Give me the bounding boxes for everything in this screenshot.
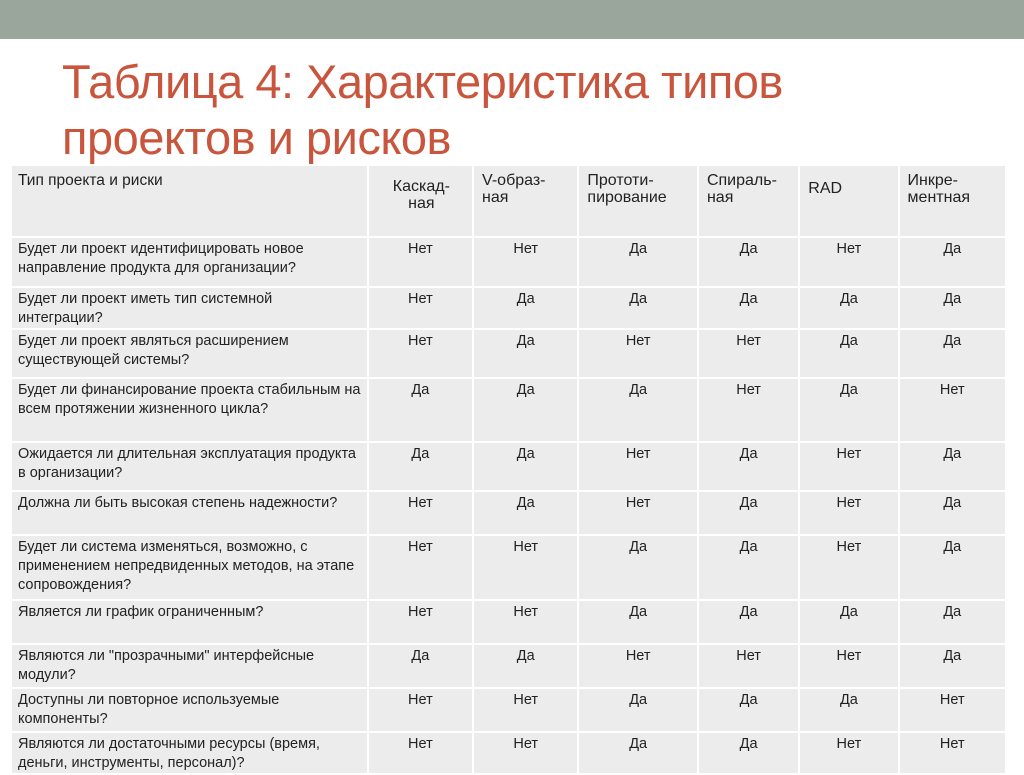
cell-prototyping: Да xyxy=(579,288,697,328)
cell-prototyping: Нет xyxy=(579,443,697,490)
cell-rad: Нет xyxy=(800,645,897,687)
cell-waterfall: Нет xyxy=(369,288,472,328)
column-header-waterfall: Каскад- ная xyxy=(369,166,472,236)
cell-rad: Нет xyxy=(800,238,897,286)
cell-v-model: Да xyxy=(474,492,577,534)
cell-v-model: Нет xyxy=(474,238,577,286)
cell-incremental: Да xyxy=(900,536,1005,599)
cell-rad: Да xyxy=(800,689,897,731)
table-header-row xyxy=(12,166,1005,236)
cell-v-model: Да xyxy=(474,645,577,687)
top-band xyxy=(0,0,1024,39)
cell-rad: Да xyxy=(800,379,897,441)
cell-incremental: Да xyxy=(900,330,1005,377)
row-question: Будет ли финансирование проекта стабильным на всем протяжении жизненного цикла? xyxy=(12,379,367,441)
cell-v-model: Нет xyxy=(474,536,577,599)
cell-spiral: Да xyxy=(699,733,798,773)
cell-prototyping: Да xyxy=(579,536,697,599)
project-risk-table xyxy=(10,164,1007,775)
cell-incremental: Нет xyxy=(900,689,1005,731)
column-header-v-model: V-образ- ная xyxy=(474,166,577,236)
row-question: Будет ли проект иметь тип системной интеграции? xyxy=(12,288,367,328)
cell-waterfall: Да xyxy=(369,443,472,490)
cell-waterfall: Нет xyxy=(369,330,472,377)
cell-spiral: Нет xyxy=(699,379,798,441)
column-header-project-risk-type: Тип проекта и риски xyxy=(12,166,367,236)
cell-prototyping: Да xyxy=(579,238,697,286)
column-header-rad: RAD xyxy=(800,166,897,236)
cell-spiral: Да xyxy=(699,443,798,490)
cell-rad: Да xyxy=(800,288,897,328)
cell-spiral: Да xyxy=(699,601,798,643)
cell-incremental: Нет xyxy=(900,733,1005,773)
cell-v-model: Нет xyxy=(474,689,577,731)
cell-waterfall: Нет xyxy=(369,733,472,773)
cell-rad: Да xyxy=(800,330,897,377)
cell-incremental: Да xyxy=(900,492,1005,534)
cell-waterfall: Да xyxy=(369,645,472,687)
row-question: Являются ли достаточными ресурсы (время, деньги, инструменты, персонал)? xyxy=(12,733,367,773)
table-row xyxy=(12,689,1005,731)
column-header-spiral: Спираль- ная xyxy=(699,166,798,236)
cell-incremental: Да xyxy=(900,645,1005,687)
cell-rad: Нет xyxy=(800,733,897,773)
cell-rad: Нет xyxy=(800,443,897,490)
row-question: Ожидается ли длительная эксплуатация продукта в организации? xyxy=(12,443,367,490)
table-row xyxy=(12,288,1005,328)
cell-spiral: Да xyxy=(699,288,798,328)
row-question: Являются ли "прозрачными" интерфейсные модули? xyxy=(12,645,367,687)
cell-prototyping: Нет xyxy=(579,492,697,534)
row-question: Должна ли быть высокая степень надежности? xyxy=(12,492,367,534)
row-question: Является ли график ограниченным? xyxy=(12,601,367,643)
table-row xyxy=(12,601,1005,643)
cell-prototyping: Нет xyxy=(579,330,697,377)
cell-incremental: Да xyxy=(900,443,1005,490)
cell-v-model: Нет xyxy=(474,733,577,773)
cell-spiral: Нет xyxy=(699,645,798,687)
cell-spiral: Да xyxy=(699,689,798,731)
table-body xyxy=(12,238,1005,773)
cell-v-model: Да xyxy=(474,330,577,377)
table-row xyxy=(12,733,1005,773)
cell-spiral: Да xyxy=(699,492,798,534)
cell-incremental: Да xyxy=(900,238,1005,286)
cell-v-model: Да xyxy=(474,288,577,328)
cell-v-model: Нет xyxy=(474,601,577,643)
table-row xyxy=(12,536,1005,599)
column-header-incremental: Инкре- ментная xyxy=(900,166,1005,236)
cell-spiral: Да xyxy=(699,238,798,286)
cell-waterfall: Нет xyxy=(369,601,472,643)
cell-rad: Нет xyxy=(800,536,897,599)
cell-waterfall: Нет xyxy=(369,689,472,731)
cell-waterfall: Нет xyxy=(369,238,472,286)
cell-v-model: Да xyxy=(474,443,577,490)
cell-waterfall: Нет xyxy=(369,492,472,534)
slide-title-line-1: Таблица 4: Характеристика типов xyxy=(62,55,783,108)
slide-title-line-2: проектов и рисков xyxy=(62,111,452,164)
cell-v-model: Да xyxy=(474,379,577,441)
column-header-prototyping: Прототи- пирование xyxy=(579,166,697,236)
cell-spiral: Да xyxy=(699,536,798,599)
cell-incremental: Нет xyxy=(900,379,1005,441)
cell-rad: Нет xyxy=(800,492,897,534)
row-question: Будет ли проект являться расширением существующей системы? xyxy=(12,330,367,377)
cell-prototyping: Да xyxy=(579,379,697,441)
cell-prototyping: Да xyxy=(579,689,697,731)
slide-title xyxy=(62,54,962,166)
cell-incremental: Да xyxy=(900,288,1005,328)
cell-incremental: Да xyxy=(900,601,1005,643)
row-question: Будет ли проект идентифицировать новое направление продукта для организации? xyxy=(12,238,367,286)
table-row xyxy=(12,645,1005,687)
cell-prototyping: Да xyxy=(579,601,697,643)
cell-prototyping: Нет xyxy=(579,645,697,687)
table-row xyxy=(12,379,1005,441)
cell-rad: Да xyxy=(800,601,897,643)
cell-waterfall: Нет xyxy=(369,536,472,599)
cell-waterfall: Да xyxy=(369,379,472,441)
table-row xyxy=(12,443,1005,490)
row-question: Будет ли система изменяться, возможно, с применением непредвиденных методов, на этапе сопровождения? xyxy=(12,536,367,599)
cell-spiral: Нет xyxy=(699,330,798,377)
table-row xyxy=(12,238,1005,286)
cell-prototyping: Да xyxy=(579,733,697,773)
table-row xyxy=(12,330,1005,377)
row-question: Доступны ли повторное используемые компоненты? xyxy=(12,689,367,731)
table-row xyxy=(12,492,1005,534)
